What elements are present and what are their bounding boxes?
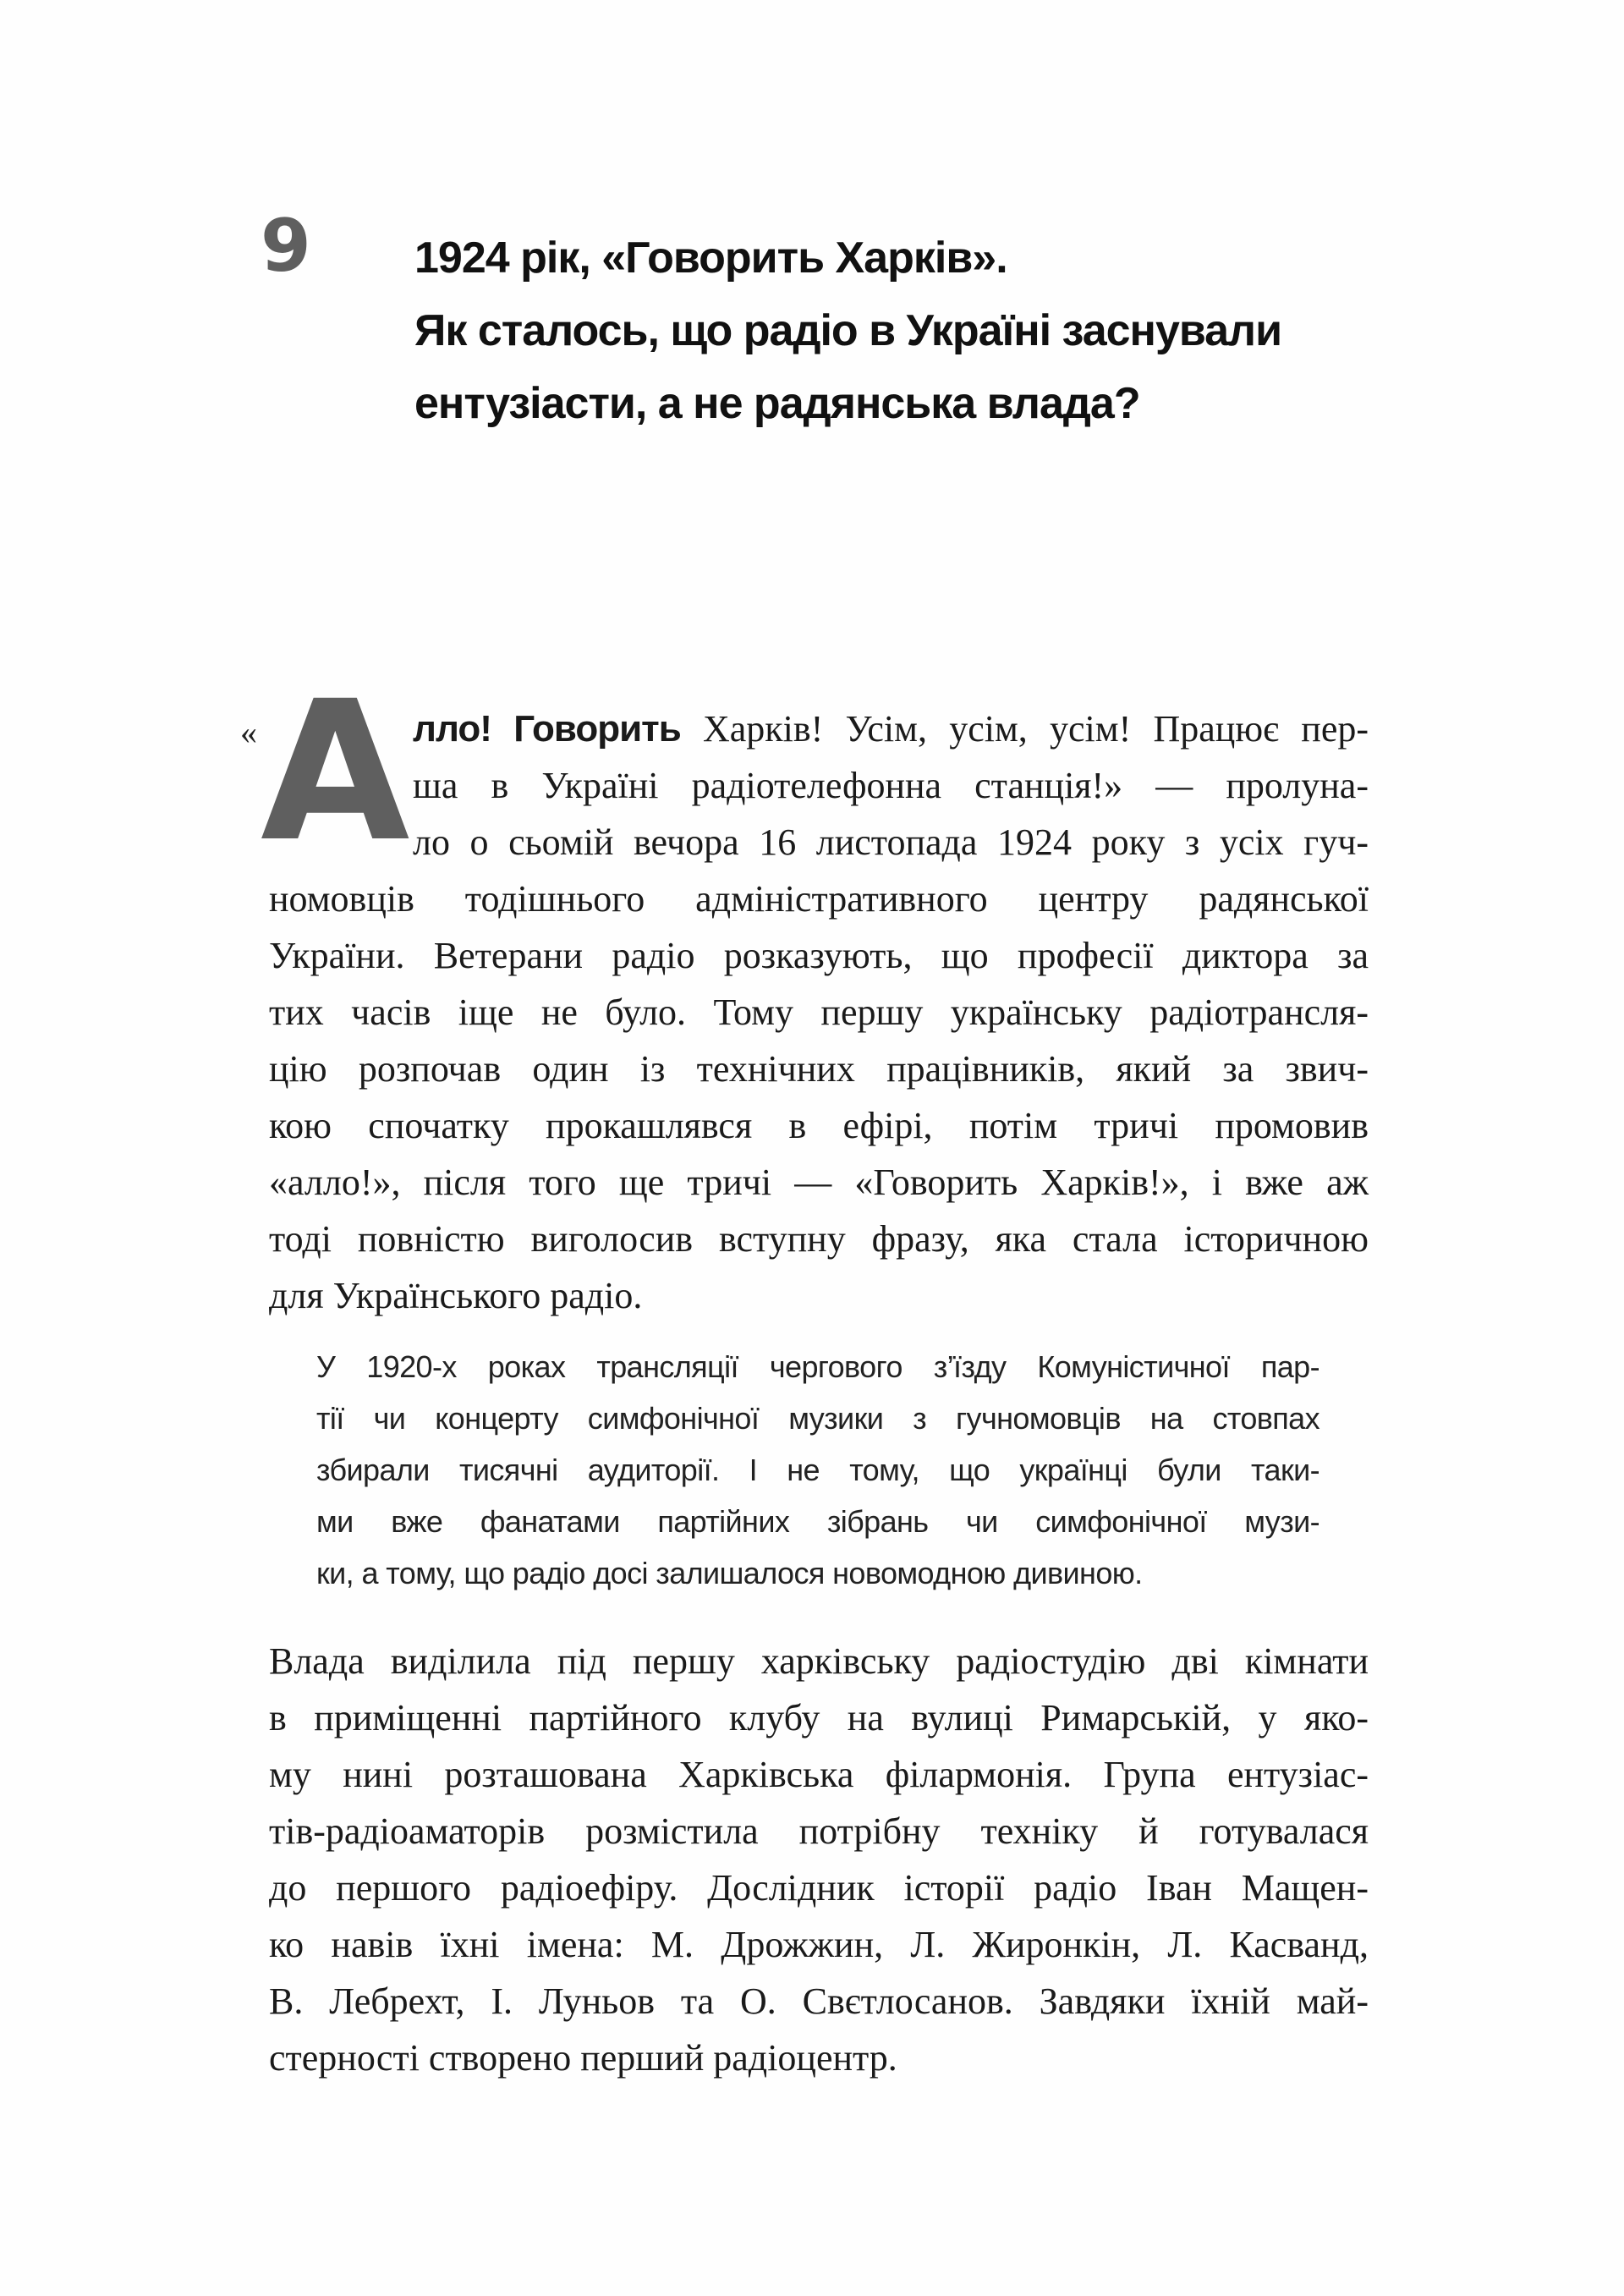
opening-quote-mark: « — [240, 713, 257, 751]
text-line: України. Ветерани радіо розказують, що професії диктора за — [269, 935, 1369, 976]
text-line: тих часів іще не було. Тому першу українську радіотрансля- — [269, 991, 1369, 1033]
text-line-rest: Харків! Усім, усім, усім! Працює пер- — [680, 708, 1369, 750]
note-line: ми вже фанатами партійних зібрань чи симфонічної музи- — [316, 1504, 1320, 1539]
text-line: тів-радіоаматорів розмістила потрібну техніку й готувалася — [269, 1810, 1369, 1852]
drop-cap: А — [261, 659, 410, 884]
text-line: стерності створено перший радіоцентр. — [269, 2037, 897, 2079]
text-line: кою спочатку прокашлявся в ефірі, потім тричі промовив — [269, 1105, 1369, 1146]
text-line: ко навів їхні імена: М. Дрожжин, Л. Жиронкін, Л. Касванд, — [269, 1924, 1369, 1965]
text-line: му нині розташована Харківська філармонія. Група ентузіас- — [269, 1754, 1369, 1795]
lead-in-bold: лло! Говорить — [413, 708, 681, 750]
text-line: цію розпочав один із технічних працівників, який за звич- — [269, 1048, 1369, 1090]
text-line: для Українського радіо. — [269, 1275, 643, 1316]
text-line: тоді повністю виголосив вступну фразу, яка стала історичною — [269, 1218, 1369, 1260]
note-line: тії чи концерту симфонічної музики з гучномовців на стовпах — [316, 1401, 1320, 1436]
text-line: ша в Україні радіотелефонна станція!» — пролуна- — [413, 765, 1369, 806]
text-line: номовців тодішнього адміністративного центру радянської — [269, 878, 1369, 920]
chapter-title — [414, 222, 1379, 440]
text-line — [269, 700, 1369, 757]
chapter-title-line: Як сталось, що радіо в Україні заснували — [414, 306, 1282, 355]
chapter-number: 9 — [261, 204, 311, 288]
note-line: ки, а тому, що радіо досі залишалося новомодною дивиною. — [316, 1556, 1143, 1590]
paragraph-intro — [269, 700, 1369, 1324]
inset-note — [316, 1341, 1320, 1599]
paragraph-studio — [269, 1633, 1369, 2086]
text-line: В. Лебрехт, І. Луньов та О. Свєтлосанов. Завдяки їхній май- — [269, 1980, 1369, 2022]
chapter-title-line: 1924 рік, «Говорить Харків». — [414, 233, 1007, 283]
text-line: в приміщенні партійного клубу на вулиці Римарській, у яко- — [269, 1697, 1369, 1738]
text-line: «алло!», після того ще тричі — «Говорить Харків!», і вже аж — [269, 1162, 1369, 1203]
text-line: ло о сьомій вечора 16 листопада 1924 року з усіх гуч- — [413, 821, 1369, 863]
note-line: збирали тисячні аудиторії. І не тому, що українці були таки- — [316, 1453, 1320, 1487]
text-line: до першого радіоефіру. Дослідник історії радіо Іван Мащен- — [269, 1867, 1369, 1909]
chapter-title-line: ентузіасти, а не радянська влада? — [414, 379, 1140, 428]
note-line: У 1920-х роках трансляції чергового з’їзду Комуністичної пар- — [316, 1349, 1320, 1384]
text-line: Влада виділила під першу харківську радіостудію дві кімнати — [269, 1640, 1369, 1682]
